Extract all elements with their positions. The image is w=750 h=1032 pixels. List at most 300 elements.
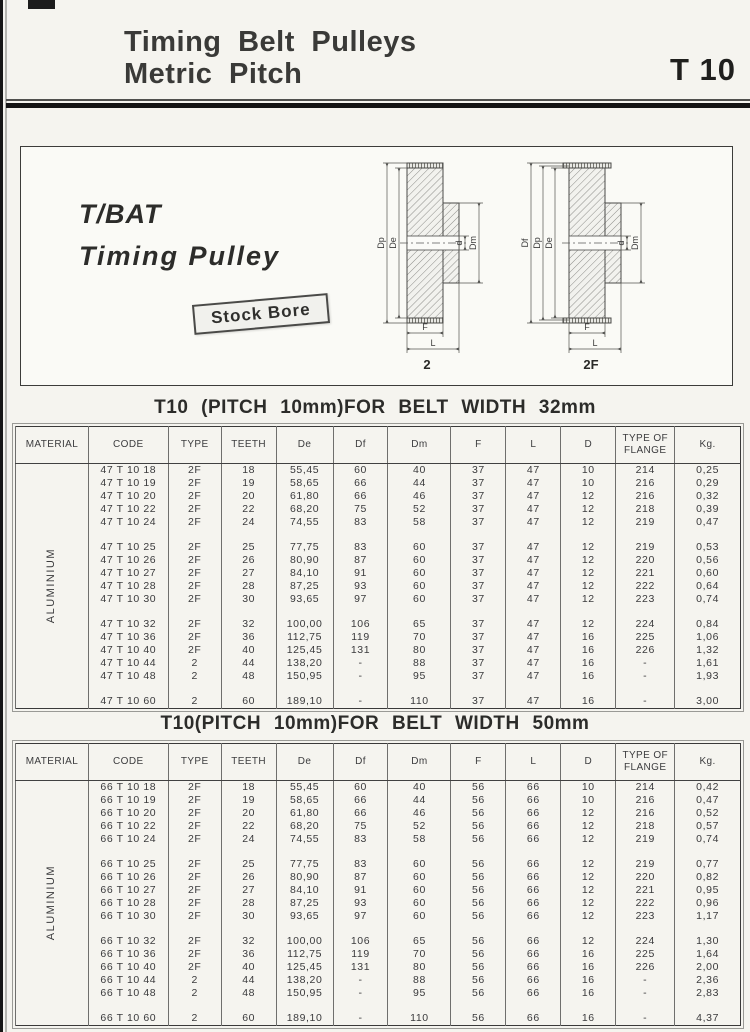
table-cell: 1,06 bbox=[675, 631, 741, 644]
table-cell: 60 bbox=[388, 871, 451, 884]
table-cell: 12 bbox=[561, 580, 616, 593]
table-cell: 66 bbox=[506, 871, 561, 884]
table-cell: 60 bbox=[333, 781, 388, 795]
column-header-teeth: TEETH bbox=[221, 427, 276, 464]
table-cell: 16 bbox=[561, 987, 616, 1000]
table-cell: 37 bbox=[451, 477, 506, 490]
table-cell: 65 bbox=[388, 618, 451, 631]
table-cell: 0,47 bbox=[675, 794, 741, 807]
column-header-kg: Kg. bbox=[675, 744, 741, 781]
table-cell: 47 T 10 60 bbox=[88, 695, 168, 709]
table-cell: 16 bbox=[561, 974, 616, 987]
table-cell: 2F bbox=[168, 618, 221, 631]
dim-label-d: d bbox=[616, 240, 626, 246]
table-cell: 37 bbox=[451, 541, 506, 554]
table-cell: 47 bbox=[506, 580, 561, 593]
table-cell: 56 bbox=[451, 948, 506, 961]
table-cell: 2F bbox=[168, 567, 221, 580]
table-cell: 2 bbox=[168, 657, 221, 670]
table-cell: 16 bbox=[561, 644, 616, 657]
table-cell: 37 bbox=[451, 503, 506, 516]
table-row bbox=[16, 464, 741, 478]
table-cell: 66 T 10 40 bbox=[88, 961, 168, 974]
table-row bbox=[16, 657, 741, 670]
table-cell: 68,20 bbox=[276, 820, 333, 833]
header-row bbox=[16, 744, 741, 781]
table-cell: 56 bbox=[451, 1012, 506, 1026]
table-cell: 223 bbox=[616, 910, 675, 923]
dim-label-f: F bbox=[584, 322, 590, 332]
table-cell: 87,25 bbox=[276, 897, 333, 910]
table-cell: 48 bbox=[221, 670, 276, 683]
table-row bbox=[16, 593, 741, 606]
table-cell: 66 T 10 30 bbox=[88, 910, 168, 923]
material-label: ALUMINIUM bbox=[45, 865, 58, 941]
spec-table bbox=[15, 426, 741, 709]
table-cell: 88 bbox=[388, 974, 451, 987]
table-row bbox=[16, 567, 741, 580]
table-cell: 61,80 bbox=[276, 807, 333, 820]
table-cell: 66 bbox=[506, 781, 561, 795]
dim-label-dm: Dm bbox=[630, 236, 640, 250]
table-cell: 47 T 10 27 bbox=[88, 567, 168, 580]
table-cell: 19 bbox=[221, 477, 276, 490]
table-cell: 131 bbox=[333, 644, 388, 657]
table-cell: 12 bbox=[561, 554, 616, 567]
column-header-l: L bbox=[506, 427, 561, 464]
table-cell: 47 bbox=[506, 593, 561, 606]
table-cell: 66 T 10 20 bbox=[88, 807, 168, 820]
table-cell: 37 bbox=[451, 516, 506, 529]
table-cell: 2F bbox=[168, 503, 221, 516]
table-cell: 56 bbox=[451, 871, 506, 884]
table-cell: 214 bbox=[616, 781, 675, 795]
table-cell: - bbox=[333, 1012, 388, 1026]
table-cell: 2F bbox=[168, 477, 221, 490]
table-cell: 216 bbox=[616, 490, 675, 503]
table-row bbox=[16, 1012, 741, 1026]
table-cell: - bbox=[616, 670, 675, 683]
table-cell: 2F bbox=[168, 541, 221, 554]
table-cell: 2F bbox=[168, 948, 221, 961]
table-cell: - bbox=[333, 987, 388, 1000]
column-header-code: CODE bbox=[88, 744, 168, 781]
table-cell: 2,00 bbox=[675, 961, 741, 974]
table-cell: 0,57 bbox=[675, 820, 741, 833]
table-cell: 2F bbox=[168, 961, 221, 974]
column-header-teeth: TEETH bbox=[221, 744, 276, 781]
table-cell: 1,30 bbox=[675, 935, 741, 948]
table-cell: 0,74 bbox=[675, 833, 741, 846]
table-cell: 16 bbox=[561, 670, 616, 683]
dim-label-l: L bbox=[430, 338, 436, 348]
table-cell: 2F bbox=[168, 593, 221, 606]
table-cell: 60 bbox=[388, 858, 451, 871]
group-gap-row bbox=[16, 923, 741, 935]
table-cell: 46 bbox=[388, 490, 451, 503]
table-row bbox=[16, 948, 741, 961]
table-cell: 2F bbox=[168, 464, 221, 478]
table-cell: 47 bbox=[506, 541, 561, 554]
table-cell: 222 bbox=[616, 580, 675, 593]
table-cell: 61,80 bbox=[276, 490, 333, 503]
table-cell: 47 bbox=[506, 503, 561, 516]
table-cell: 218 bbox=[616, 820, 675, 833]
table-cell: 224 bbox=[616, 618, 675, 631]
table-cell: 56 bbox=[451, 961, 506, 974]
column-header-d: D bbox=[561, 427, 616, 464]
table-cell: 2 bbox=[168, 974, 221, 987]
table-cell: 2F bbox=[168, 910, 221, 923]
table-cell: 60 bbox=[388, 884, 451, 897]
table-cell: 88 bbox=[388, 657, 451, 670]
table-cell: - bbox=[333, 670, 388, 683]
table-cell: 2 bbox=[168, 670, 221, 683]
table-row bbox=[16, 807, 741, 820]
table-cell: 47 T 10 19 bbox=[88, 477, 168, 490]
column-header-f: F bbox=[451, 427, 506, 464]
table-cell: 2F bbox=[168, 897, 221, 910]
table-cell: 26 bbox=[221, 871, 276, 884]
column-header-df: Df bbox=[333, 744, 388, 781]
diagram-panel bbox=[20, 146, 733, 386]
column-header-dm: Dm bbox=[388, 744, 451, 781]
table-cell: 56 bbox=[451, 807, 506, 820]
table-row bbox=[16, 794, 741, 807]
table-cell: 4,37 bbox=[675, 1012, 741, 1026]
page-title bbox=[124, 26, 416, 91]
table-cell: 80,90 bbox=[276, 871, 333, 884]
table-cell: - bbox=[333, 657, 388, 670]
table-cell: 25 bbox=[221, 541, 276, 554]
page-spine-shadow bbox=[5, 0, 7, 1032]
table-cell: 28 bbox=[221, 897, 276, 910]
table-cell: 47 T 10 44 bbox=[88, 657, 168, 670]
table-cell: 225 bbox=[616, 948, 675, 961]
table-cell: 22 bbox=[221, 820, 276, 833]
table-cell: 2F bbox=[168, 820, 221, 833]
table-cell: 110 bbox=[388, 1012, 451, 1026]
table-cell: 66 bbox=[506, 974, 561, 987]
table-cell: 37 bbox=[451, 670, 506, 683]
table-cell: 12 bbox=[561, 516, 616, 529]
column-header-f: F bbox=[451, 744, 506, 781]
table-row bbox=[16, 503, 741, 516]
table-cell: 2F bbox=[168, 833, 221, 846]
table-cell: 131 bbox=[333, 961, 388, 974]
table-cell: 119 bbox=[333, 631, 388, 644]
table-cell: 37 bbox=[451, 567, 506, 580]
table-cell: 16 bbox=[561, 695, 616, 709]
table-cell: 66 bbox=[506, 935, 561, 948]
spec-table bbox=[15, 743, 741, 1026]
dim-label-d: d bbox=[454, 240, 464, 246]
table-cell: 48 bbox=[221, 987, 276, 1000]
table-cell: 83 bbox=[333, 541, 388, 554]
dim-label-dp: Dp bbox=[532, 237, 542, 249]
table-cell: 66 bbox=[506, 987, 561, 1000]
table-cell: 87 bbox=[333, 871, 388, 884]
dim-label-l: L bbox=[592, 338, 598, 348]
table-cell: - bbox=[616, 657, 675, 670]
table-cell: 219 bbox=[616, 833, 675, 846]
scan-corner-mark bbox=[28, 0, 55, 9]
table-cell: 100,00 bbox=[276, 935, 333, 948]
table-cell: 2 bbox=[168, 987, 221, 1000]
table-cell: 37 bbox=[451, 490, 506, 503]
table-cell: 16 bbox=[561, 631, 616, 644]
table-cell: 12 bbox=[561, 807, 616, 820]
table-cell: 52 bbox=[388, 820, 451, 833]
table-cell: 216 bbox=[616, 807, 675, 820]
table-cell: 12 bbox=[561, 567, 616, 580]
table-cell: 60 bbox=[388, 554, 451, 567]
table-cell: 37 bbox=[451, 554, 506, 567]
table-cell: 66 T 10 60 bbox=[88, 1012, 168, 1026]
header-row bbox=[16, 427, 741, 464]
table-title-50mm: T10(PITCH 10mm)FOR BELT WIDTH 50mm bbox=[160, 713, 590, 734]
table-cell: 66 bbox=[506, 910, 561, 923]
table-cell: 10 bbox=[561, 477, 616, 490]
table-cell: 66 bbox=[333, 477, 388, 490]
table-row bbox=[16, 554, 741, 567]
table-cell: 58 bbox=[388, 516, 451, 529]
table-cell: 56 bbox=[451, 884, 506, 897]
table-cell: 47 T 10 20 bbox=[88, 490, 168, 503]
table-cell: 91 bbox=[333, 884, 388, 897]
table-cell: 189,10 bbox=[276, 1012, 333, 1026]
table-cell: 0,95 bbox=[675, 884, 741, 897]
group-gap-row bbox=[16, 529, 741, 541]
table-cell: 70 bbox=[388, 948, 451, 961]
table-row bbox=[16, 820, 741, 833]
table-cell: 47 bbox=[506, 554, 561, 567]
column-header-l: L bbox=[506, 744, 561, 781]
table-cell: 47 bbox=[506, 477, 561, 490]
table-cell: 125,45 bbox=[276, 644, 333, 657]
column-header-dm: Dm bbox=[388, 427, 451, 464]
product-subtitle: Timing Pulley bbox=[79, 241, 281, 271]
table-cell: 47 T 10 32 bbox=[88, 618, 168, 631]
table-cell: 66 bbox=[506, 884, 561, 897]
table-row bbox=[16, 477, 741, 490]
table-cell: 214 bbox=[616, 464, 675, 478]
table-cell: 66 bbox=[333, 490, 388, 503]
table-row bbox=[16, 618, 741, 631]
table-cell: - bbox=[616, 695, 675, 709]
table-cell: 37 bbox=[451, 580, 506, 593]
table-cell: 93 bbox=[333, 580, 388, 593]
table-cell: 66 bbox=[506, 948, 561, 961]
table-cell: 2 bbox=[168, 695, 221, 709]
column-header-de: De bbox=[276, 427, 333, 464]
table-cell: 216 bbox=[616, 794, 675, 807]
page-title-line2: Metric Pitch bbox=[124, 58, 303, 91]
dim-label-dp: Dp bbox=[376, 237, 386, 249]
table-cell: 2F bbox=[168, 516, 221, 529]
table-cell: 47 T 10 24 bbox=[88, 516, 168, 529]
table-cell: 66 T 10 48 bbox=[88, 987, 168, 1000]
table-cell: 91 bbox=[333, 567, 388, 580]
table-cell: 16 bbox=[561, 961, 616, 974]
table-cell: 66 bbox=[506, 794, 561, 807]
table-cell: 0,74 bbox=[675, 593, 741, 606]
table-cell: 25 bbox=[221, 858, 276, 871]
table-cell: 1,32 bbox=[675, 644, 741, 657]
table-cell: 47 bbox=[506, 490, 561, 503]
table-cell: 221 bbox=[616, 567, 675, 580]
page-title-line1: Timing Belt Pulleys bbox=[124, 26, 417, 58]
table-cell: 110 bbox=[388, 695, 451, 709]
table-cell: 60 bbox=[388, 593, 451, 606]
table-cell: 12 bbox=[561, 910, 616, 923]
table-cell: 220 bbox=[616, 871, 675, 884]
table-cell: 40 bbox=[388, 464, 451, 478]
table-cell: 138,20 bbox=[276, 657, 333, 670]
table-cell: 40 bbox=[221, 961, 276, 974]
table-cell: 47 T 10 22 bbox=[88, 503, 168, 516]
table-cell: 219 bbox=[616, 858, 675, 871]
table-cell: 10 bbox=[561, 781, 616, 795]
table-cell: 12 bbox=[561, 884, 616, 897]
table-cell: 216 bbox=[616, 477, 675, 490]
table-cell: 56 bbox=[451, 974, 506, 987]
table-cell: 83 bbox=[333, 833, 388, 846]
table-cell: 18 bbox=[221, 781, 276, 795]
table-cell: 47 T 10 30 bbox=[88, 593, 168, 606]
column-header-material: MATERIAL bbox=[16, 427, 89, 464]
table-cell: - bbox=[616, 1012, 675, 1026]
column-header-type-of-flange: TYPE OF FLANGE bbox=[616, 427, 675, 464]
table-cell: 37 bbox=[451, 631, 506, 644]
table-row bbox=[16, 516, 741, 529]
table-cell: 66 T 10 32 bbox=[88, 935, 168, 948]
table-cell: 0,47 bbox=[675, 516, 741, 529]
group-gap-row bbox=[16, 1000, 741, 1012]
dim-label-f: F bbox=[422, 322, 428, 332]
table-cell: 222 bbox=[616, 897, 675, 910]
table-cell: 224 bbox=[616, 935, 675, 948]
table-row bbox=[16, 910, 741, 923]
table-cell: 2,36 bbox=[675, 974, 741, 987]
table-cell: 93 bbox=[333, 897, 388, 910]
table-cell: 18 bbox=[221, 464, 276, 478]
table-cell: 138,20 bbox=[276, 974, 333, 987]
table-cell: 68,20 bbox=[276, 503, 333, 516]
table-cell: 2F bbox=[168, 935, 221, 948]
table-cell: 66 bbox=[506, 1012, 561, 1026]
table-cell: 218 bbox=[616, 503, 675, 516]
table-cell: 87 bbox=[333, 554, 388, 567]
table-cell: 56 bbox=[451, 897, 506, 910]
pulley-cross-section-2f bbox=[517, 155, 717, 373]
table-cell: 60 bbox=[388, 541, 451, 554]
table-cell: 12 bbox=[561, 833, 616, 846]
table-cell: 219 bbox=[616, 541, 675, 554]
table-cell: - bbox=[616, 974, 675, 987]
table-cell: 2F bbox=[168, 580, 221, 593]
table-row bbox=[16, 974, 741, 987]
table-cell: 47 T 10 25 bbox=[88, 541, 168, 554]
column-header-df: Df bbox=[333, 427, 388, 464]
table-cell: 47 bbox=[506, 644, 561, 657]
table-cell: 2F bbox=[168, 794, 221, 807]
table-cell: 58 bbox=[388, 833, 451, 846]
table-cell: 47 bbox=[506, 567, 561, 580]
table-cell: 106 bbox=[333, 618, 388, 631]
page-spine bbox=[0, 0, 3, 1032]
table-title-32mm: T10 (PITCH 10mm)FOR BELT WIDTH 32mm bbox=[154, 397, 596, 418]
table-cell: 47 bbox=[506, 695, 561, 709]
table-cell: 12 bbox=[561, 503, 616, 516]
table-cell: 22 bbox=[221, 503, 276, 516]
table-cell: 0,29 bbox=[675, 477, 741, 490]
table-cell: 223 bbox=[616, 593, 675, 606]
table-cell: 47 bbox=[506, 516, 561, 529]
table-cell: 226 bbox=[616, 644, 675, 657]
table-cell: 65 bbox=[388, 935, 451, 948]
table-cell: 106 bbox=[333, 935, 388, 948]
table-cell: 44 bbox=[221, 974, 276, 987]
table-cell: 112,75 bbox=[276, 948, 333, 961]
table-cell: 66 bbox=[506, 858, 561, 871]
table-cell: 0,60 bbox=[675, 567, 741, 580]
table-cell: 47 T 10 36 bbox=[88, 631, 168, 644]
table-cell: 60 bbox=[388, 897, 451, 910]
table-row bbox=[16, 935, 741, 948]
table-cell: 52 bbox=[388, 503, 451, 516]
table-row bbox=[16, 670, 741, 683]
table-cell: 56 bbox=[451, 833, 506, 846]
table-cell: 0,52 bbox=[675, 807, 741, 820]
page-code: T 10 bbox=[669, 52, 736, 87]
table-row bbox=[16, 631, 741, 644]
table-cell: 0,39 bbox=[675, 503, 741, 516]
table-cell: 47 T 10 28 bbox=[88, 580, 168, 593]
table-cell: 46 bbox=[388, 807, 451, 820]
table-cell: 24 bbox=[221, 516, 276, 529]
table-cell: 84,10 bbox=[276, 567, 333, 580]
table-cell: 221 bbox=[616, 884, 675, 897]
spec-table-50mm-wrapper bbox=[12, 740, 744, 1029]
table-cell: 60 bbox=[388, 580, 451, 593]
table-cell: 66 T 10 27 bbox=[88, 884, 168, 897]
table-cell: 87,25 bbox=[276, 580, 333, 593]
table-cell: 30 bbox=[221, 593, 276, 606]
table-cell: 3,00 bbox=[675, 695, 741, 709]
product-name: T/BAT bbox=[79, 199, 162, 229]
table-cell: 97 bbox=[333, 593, 388, 606]
table-cell: 0,32 bbox=[675, 490, 741, 503]
table-cell: 60 bbox=[388, 567, 451, 580]
table-cell: 47 bbox=[506, 657, 561, 670]
table-cell: 80 bbox=[388, 644, 451, 657]
table-cell: 56 bbox=[451, 987, 506, 1000]
table-cell: 47 bbox=[506, 670, 561, 683]
table-cell: 32 bbox=[221, 935, 276, 948]
table-cell: 0,84 bbox=[675, 618, 741, 631]
stock-bore-stamp: Stock Bore bbox=[192, 293, 330, 335]
table-cell: 12 bbox=[561, 593, 616, 606]
table-cell: 47 bbox=[506, 631, 561, 644]
table-cell: 220 bbox=[616, 554, 675, 567]
table-cell: 75 bbox=[333, 820, 388, 833]
table-cell: 0,82 bbox=[675, 871, 741, 884]
table-cell: 30 bbox=[221, 910, 276, 923]
table-cell: 16 bbox=[561, 657, 616, 670]
material-label: ALUMINIUM bbox=[45, 548, 58, 624]
dim-label-dm: Dm bbox=[468, 236, 478, 250]
